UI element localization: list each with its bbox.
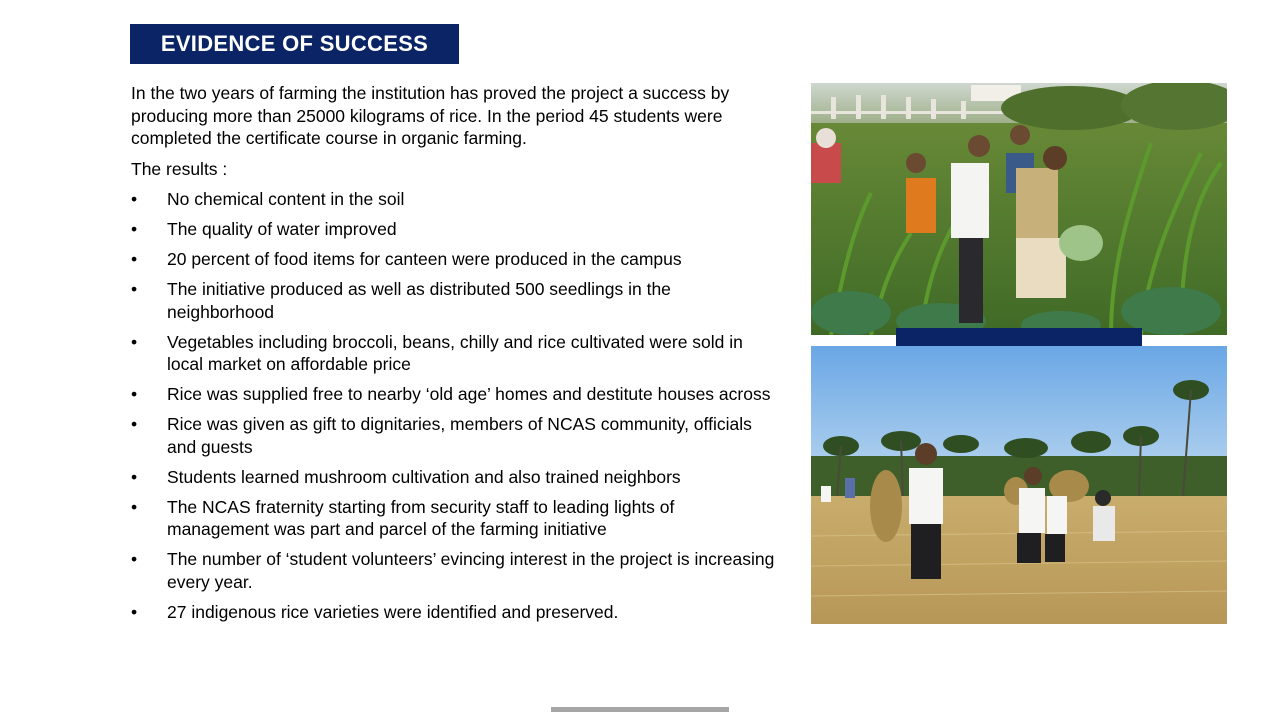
result-item: [131, 496, 781, 541]
farm-photo: [811, 83, 1227, 335]
result-item: [131, 413, 781, 458]
result-text: 20 percent of food items for canteen were produced in the campus: [167, 249, 682, 269]
slide-footer-bar: [551, 707, 729, 712]
paddy-harvest-photo: [811, 346, 1227, 624]
result-item: [131, 218, 781, 241]
bullet-icon: •: [131, 189, 138, 209]
result-text: Rice was given as gift to dignitaries, members of NCAS community, officials and guests: [167, 414, 752, 457]
result-item: [131, 548, 781, 593]
result-text: 27 indigenous rice varieties were identified and preserved.: [167, 601, 619, 622]
bullet-icon: •: [131, 549, 138, 569]
result-item: [131, 188, 781, 211]
title-banner: [130, 24, 459, 64]
bullet-icon: •: [131, 249, 138, 269]
bullet-icon: •: [131, 331, 138, 352]
result-text: Students learned mushroom cultivation and also trained neighbors: [167, 466, 681, 487]
bullet-icon: •: [131, 601, 138, 622]
bullet-icon: •: [131, 279, 138, 299]
bullet-icon: •: [131, 384, 138, 404]
result-text: The initiative produced as well as distributed 500 seedlings in the neighborhood: [167, 279, 671, 322]
result-item: [131, 331, 781, 376]
slide-body: [131, 82, 781, 631]
bullet-icon: •: [131, 219, 138, 239]
result-item: [131, 601, 781, 624]
results-list: [131, 188, 781, 623]
result-text: Rice was supplied free to nearby ‘old age’ homes and destitute houses across: [167, 384, 771, 404]
bullet-icon: •: [131, 414, 138, 434]
result-text: The quality of water improved: [167, 219, 397, 239]
result-item: [131, 466, 781, 489]
bullet-icon: •: [131, 496, 138, 517]
results-label: The results :: [131, 158, 228, 179]
intro-paragraph: In the two years of farming the institution has proved the project a success by producing more than 25000 kilograms of rice. In the period 45 students were completed the certificate course in organic farming.: [131, 83, 730, 148]
result-item: [131, 248, 781, 271]
result-text: The number of ‘student volunteers’ evincing interest in the project is increasing every year.: [167, 549, 775, 592]
result-text: Vegetables including broccoli, beans, chilly and rice cultivated were sold in local market on affordable price: [167, 331, 743, 374]
bullet-icon: •: [131, 466, 138, 487]
slide-title: EVIDENCE OF SUCCESS: [160, 31, 429, 56]
result-text: No chemical content in the soil: [167, 189, 405, 209]
result-item: [131, 383, 781, 406]
result-text: The NCAS fraternity starting from security staff to leading lights of management was part and parcel of the farming initiative: [167, 496, 675, 539]
result-item: [131, 278, 781, 323]
